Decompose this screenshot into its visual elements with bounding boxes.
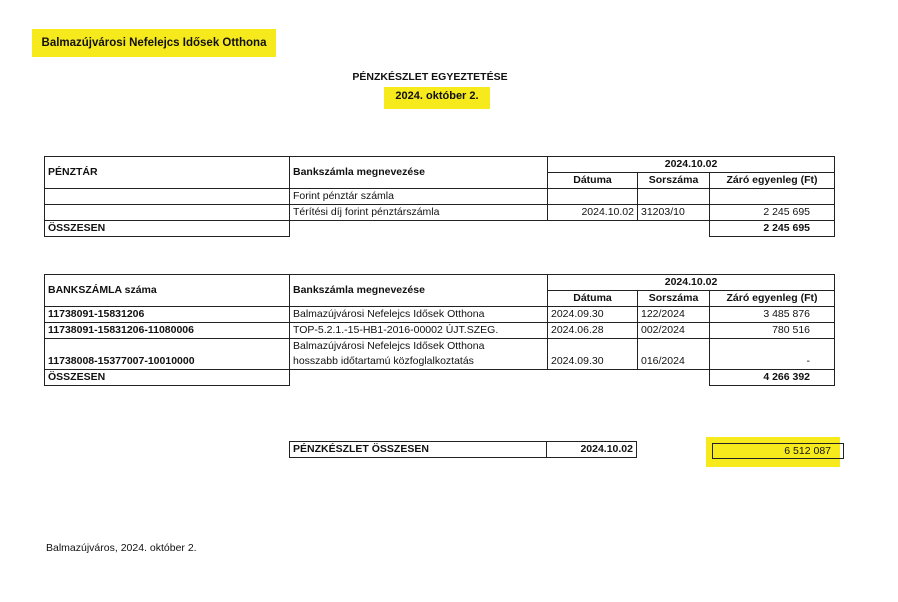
- grand-total-value: 6 512 087: [712, 443, 844, 459]
- cash-row-name: Forint pénztár számla: [290, 189, 548, 205]
- bank-row-name-line2: hosszabb időtartamú közfoglalkoztatás: [290, 354, 548, 370]
- grand-total-label: PÉNZKÉSZLET ÖSSZESEN: [290, 442, 547, 458]
- cash-row-name: Térítési díj forint pénztárszámla: [290, 205, 548, 221]
- cash-label-header: PÉNZTÁR: [45, 157, 290, 189]
- cash-row-zaro: [710, 189, 835, 205]
- bank-row-datum: 2024.06.28: [548, 323, 638, 339]
- bank-row-zaro: 780 516: [710, 323, 835, 339]
- bank-total-label: ÖSSZESEN: [45, 370, 290, 386]
- bank-zaro-header: Záró egyenleg (Ft): [710, 291, 835, 307]
- cash-zaro-header: Záró egyenleg (Ft): [710, 173, 835, 189]
- document-date: 2024. október 2.: [384, 87, 490, 109]
- table-row: [45, 307, 835, 323]
- table-row: [45, 323, 835, 339]
- table-row: [45, 354, 835, 370]
- bank-row-name: TOP-5.2.1.-15-HB1-2016-00002 ÚJT.SZEG.: [290, 323, 548, 339]
- cash-name-header: Bankszámla megnevezése: [290, 157, 548, 189]
- cash-total-label: ÖSSZESEN: [45, 221, 290, 237]
- table-row: [45, 205, 835, 221]
- cash-row-datum: 2024.10.02: [548, 205, 638, 221]
- table-row: [45, 339, 835, 355]
- bank-row-sorszam: 122/2024: [638, 307, 710, 323]
- bank-accounts-table: [44, 274, 835, 386]
- bank-row-name-line1: Balmazújvárosi Nefelejcs Idősek Otthona: [290, 339, 548, 355]
- organization-name: Balmazújvárosi Nefelejcs Idősek Otthona: [32, 29, 276, 57]
- cash-row-label: [45, 205, 290, 221]
- cash-sorszam-header: Sorszáma: [638, 173, 710, 189]
- bank-account-header: BANKSZÁMLA száma: [45, 275, 290, 307]
- bank-row-sorszam: 016/2024: [638, 354, 710, 370]
- cash-register-table: [44, 156, 835, 237]
- bank-group-date: 2024.10.02: [548, 275, 835, 291]
- bank-row-datum: 2024.09.30: [548, 354, 638, 370]
- grand-total-date: 2024.10.02: [547, 442, 637, 458]
- bank-name-header: Bankszámla megnevezése: [290, 275, 548, 307]
- cash-group-date: 2024.10.02: [548, 157, 835, 173]
- bank-datum-header: Dátuma: [548, 291, 638, 307]
- bank-row-sorszam: 002/2024: [638, 323, 710, 339]
- cash-datum-header: Dátuma: [548, 173, 638, 189]
- bank-total-value: 4 266 392: [710, 370, 835, 386]
- table-row: [45, 189, 835, 205]
- cash-row-datum: [548, 189, 638, 205]
- grand-total-table: [289, 441, 637, 458]
- bank-row-account: 11738091-15831206: [45, 307, 290, 323]
- bank-sorszam-header: Sorszáma: [638, 291, 710, 307]
- cash-row-sorszam: [638, 189, 710, 205]
- cash-total-value: 2 245 695: [710, 221, 835, 237]
- bank-row-account: 11738008-15377007-10010000: [45, 354, 290, 370]
- bank-row-account: 11738091-15831206-11080006: [45, 323, 290, 339]
- document-title: PÉNZKÉSZLET EGYEZTETÉSE: [352, 71, 508, 83]
- cash-row-label: [45, 189, 290, 205]
- bank-row-zaro: 3 485 876: [710, 307, 835, 323]
- bank-row-datum: 2024.09.30: [548, 307, 638, 323]
- cash-row-sorszam: 31203/10: [638, 205, 710, 221]
- place-and-date: Balmazújváros, 2024. október 2.: [46, 542, 197, 554]
- bank-row-zaro: -: [710, 354, 835, 370]
- bank-row-name: Balmazújvárosi Nefelejcs Idősek Otthona: [290, 307, 548, 323]
- cash-row-zaro: 2 245 695: [710, 205, 835, 221]
